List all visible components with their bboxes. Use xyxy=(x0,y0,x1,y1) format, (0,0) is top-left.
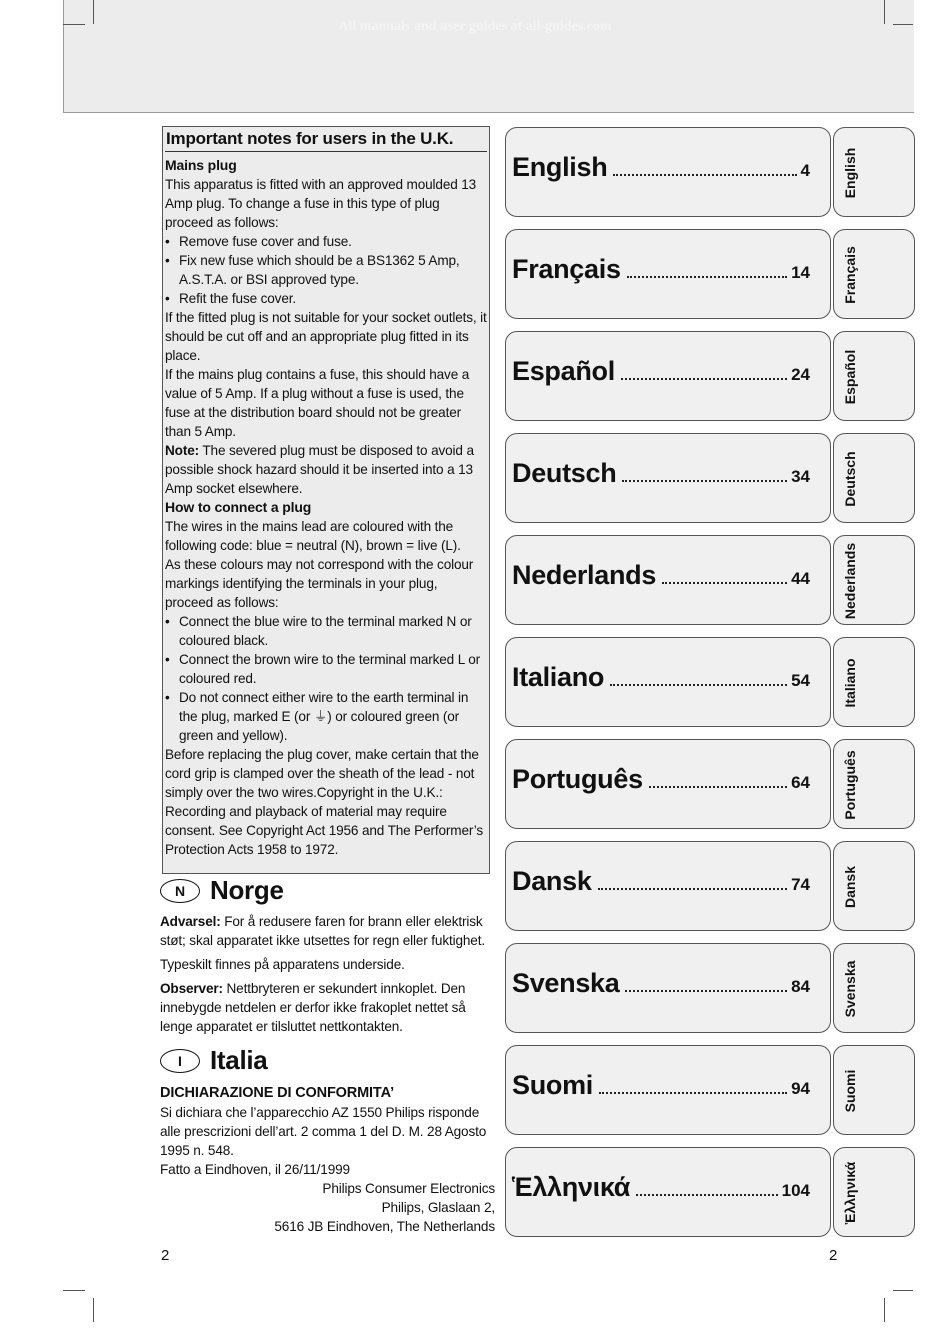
uk-notes-box xyxy=(162,126,490,874)
toc-entry-english[interactable]: English 4 xyxy=(505,127,831,217)
crop-mark xyxy=(93,0,94,24)
header-banner xyxy=(63,0,914,113)
italia-section xyxy=(160,1045,495,1236)
toc-entry-nederlands[interactable]: Nederlands 44 xyxy=(505,535,831,625)
crop-mark xyxy=(884,0,885,24)
toc-entry-greek[interactable]: Ἑλληνικά 104 xyxy=(505,1147,831,1237)
tab-label: Ἑλληνικά xyxy=(842,1161,858,1225)
toc-entry-espanol[interactable]: Español 24 xyxy=(505,331,831,421)
tab-suomi[interactable] xyxy=(833,1045,915,1135)
toc-entry-francais[interactable]: Français 14 xyxy=(505,229,831,319)
tab-italiano[interactable] xyxy=(833,637,915,727)
tab-greek[interactable] xyxy=(833,1147,915,1237)
tab-svenska[interactable] xyxy=(833,943,915,1033)
toc-entry-dansk[interactable]: Dansk 74 xyxy=(505,841,831,931)
toc-entry-suomi[interactable]: Suomi 94 xyxy=(505,1045,831,1135)
tab-label: Español xyxy=(842,349,858,405)
norge-observer: Observer: Nettbryteren er sekundert innkoplet. Den innebygde netdelen er derfor ikke frakoplet nettet så lenge apparatet er tilsluttet nettkontakten. xyxy=(160,981,466,1034)
tab-label: Suomi xyxy=(842,1069,858,1113)
uk-note: Note: The severed plug must be disposed to avoid a possible shock hazard should it be inserted into a 13 Amp socket elsewhere. xyxy=(165,443,474,496)
uk-paragraph: As these colours may not correspond with the colour markings identifying the terminals in your plug, proceed as follows: xyxy=(165,557,474,610)
uk-paragraph: This apparatus is fitted with an approved moulded 13 Amp plug. To change a fuse in this type of plug proceed as follows: xyxy=(165,177,477,230)
italia-date: Fatto a Eindhoven, il 26/11/1999 xyxy=(160,1162,350,1177)
tab-francais[interactable] xyxy=(833,229,915,319)
norge-advarsel: Advarsel: For å redusere faren for brann eller elektrisk støt; skal apparatet ikke utsettes for regn eller fuktighet. xyxy=(160,914,485,948)
italia-title: Italia xyxy=(210,1045,268,1075)
toc-entry-portugues[interactable]: Português 64 xyxy=(505,739,831,829)
crop-mark xyxy=(893,24,913,25)
italia-address-line: Philips, Glaslaan 2, xyxy=(381,1200,495,1215)
tab-label: English xyxy=(842,147,858,199)
italia-address-line: 5616 JB Eindhoven, The Netherlands xyxy=(274,1219,495,1234)
crop-mark xyxy=(93,1298,94,1322)
italia-text: Si dichiara che l’apparecchio AZ 1550 Philips risponde alle prescrizioni dell’art. 2 comma 1 del D. M. 28 Agosto 1995 n. 548. xyxy=(160,1105,487,1158)
toc-entry-svenska[interactable]: Svenska 84 xyxy=(505,943,831,1033)
crop-mark xyxy=(63,24,85,25)
uk-bullet: • Fix new fuse which should be a BS1362 5 Amp, A.S.T.A. or BSI approved type. xyxy=(165,253,460,287)
italia-address-line: Philips Consumer Electronics xyxy=(322,1181,495,1196)
norge-title: Norge xyxy=(210,875,284,905)
tab-deutsch[interactable] xyxy=(833,433,915,523)
mains-plug-heading: Mains plug xyxy=(165,157,237,173)
tab-dansk[interactable] xyxy=(833,841,915,931)
toc-entry-italiano[interactable]: Italiano 54 xyxy=(505,637,831,727)
tab-english[interactable] xyxy=(833,127,915,217)
uk-paragraph: If the fitted plug is not suitable for your socket outlets, it should be cut off and an appropriate plug fitted in its place. xyxy=(165,310,487,363)
italia-heading: DICHIARAZIONE DI CONFORMITA’ xyxy=(160,1085,394,1101)
page-number-left: 2 xyxy=(161,1247,170,1264)
norge-section xyxy=(160,875,495,1036)
uk-bullet: • Connect the brown wire to the terminal marked L or coloured red. xyxy=(165,652,481,686)
connect-plug-heading: How to connect a plug xyxy=(165,499,312,515)
uk-notes-title: Important notes for users in the U.K. xyxy=(165,127,487,152)
italia-badge: I xyxy=(160,1049,200,1073)
toc-entry-deutsch[interactable]: Deutsch 34 xyxy=(505,433,831,523)
crop-mark xyxy=(63,1290,85,1291)
tab-espanol[interactable] xyxy=(833,331,915,421)
uk-bullet: • Do not connect either wire to the earth terminal in the plug, marked E (or ⏚) or coloured green (or green and yellow). xyxy=(165,690,469,743)
tab-nederlands[interactable] xyxy=(833,535,915,625)
tab-portugues[interactable] xyxy=(833,739,915,829)
uk-bullet: • Remove fuse cover and fuse. xyxy=(165,234,352,249)
tab-label: Français xyxy=(842,246,858,304)
tab-label: Nederlands xyxy=(842,542,858,620)
norge-badge: N xyxy=(160,879,200,903)
tab-label: Português xyxy=(842,750,858,820)
norge-typeskilt: Typeskilt finnes på apparatens underside. xyxy=(160,957,405,972)
tab-label: Dansk xyxy=(842,865,858,909)
page-number-right: 2 xyxy=(829,1247,838,1264)
watermark: All manuals and user guides at all-guides.com xyxy=(338,19,612,34)
crop-mark xyxy=(884,1298,885,1322)
uk-bullet: • Connect the blue wire to the terminal marked N or coloured black. xyxy=(165,614,472,648)
uk-paragraph: If the mains plug contains a fuse, this should have a value of 5 Amp. If a plug without a fuse is used, the fuse at the distribution board should not be greater than 5 Amp. xyxy=(165,367,470,439)
uk-paragraph: Before replacing the plug cover, make certain that the cord grip is clamped over the sheath of the lead - not simply over the two wires.Copyright in the U.K.: Recording and playback of material may require consent. See Copyright Act 1956 and The Performer’s Protection Acts 1958 to 1972. xyxy=(165,747,484,857)
tab-label: Deutsch xyxy=(842,451,858,507)
crop-mark xyxy=(893,1290,913,1291)
uk-bullet: • Refit the fuse cover. xyxy=(165,291,296,306)
uk-paragraph: The wires in the mains lead are coloured with the following code: blue = neutral (N), brown = live (L). xyxy=(165,519,461,553)
tab-label: Svenska xyxy=(842,960,858,1018)
tab-label: Italiano xyxy=(842,658,858,708)
